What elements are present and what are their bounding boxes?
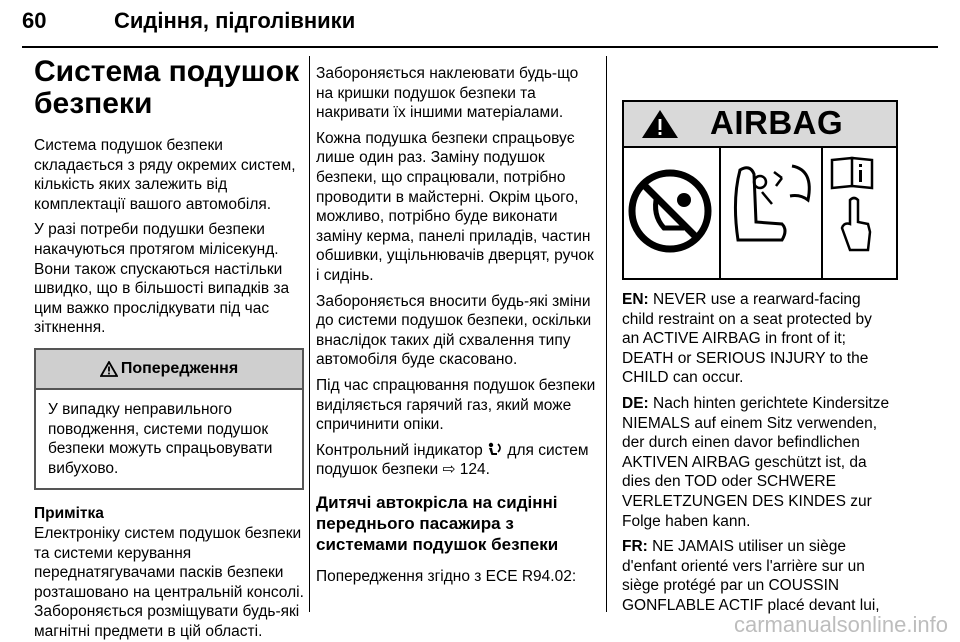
paragraph: Під час спрацювання подушок безпеки виділяється гарячий газ, який може спричинити опіки. <box>316 376 596 434</box>
airbag-indicator-icon <box>487 442 503 457</box>
page-number: 60 <box>22 8 47 33</box>
column-3 <box>622 290 892 622</box>
column-1 <box>34 56 304 641</box>
warning-header <box>36 350 302 390</box>
warning-box <box>34 348 304 490</box>
paragraph-en: EN: NEVER use a rearward-facing child restraint on a seat protected by an ACTIVE AIRBAG in front of it; DEATH or SERIOUS INJURY to the CHILD can occur. <box>622 291 872 387</box>
page-reference-icon: ⇨ <box>442 461 456 479</box>
note <box>34 504 304 641</box>
paragraph-de: DE: Nach hinten gerichtete Kindersitze NIEMALS auf einem Sitz verwenden, der durch einen davor befindlichen AKTIVEN AIRBAG geschützt ist, da dies den TOD oder SCHWERE VERLETZUNGEN DES KINDES zur Folge haben kann. <box>622 394 890 530</box>
page-header <box>22 4 938 46</box>
airbag-label-text: AIRBAG <box>710 104 844 141</box>
subsection-title: Дитячі автокрісла на сидінні переднього пасажира з системами подушок безпеки <box>316 492 559 554</box>
paragraph: Система подушок безпеки складається з ряду окремих систем, кількість яких залежить від комплектації вашого автомобіля. <box>34 137 296 213</box>
airbag-warning-label <box>622 100 898 280</box>
section-title: Система подушок безпеки <box>34 55 300 120</box>
paragraph: У разі потреби подушки безпеки накачуються протягом мілісекунд. Вони також спускаються настільки швидко, що в більшості випадків за цим важко прослідкувати під час зіткнення. <box>34 221 290 337</box>
column-divider <box>309 56 310 612</box>
warning-title: Попередження <box>120 360 239 378</box>
paragraph-indicator: Контрольний індикатор для систем подушок безпеки ⇨ 124. <box>316 441 589 479</box>
paragraph: Забороняється вносити будь-які зміни до системи подушок безпеки, оскільки внаслідок таких дій схвалення типу автомобіля буде скасовано. <box>316 292 592 369</box>
column-divider <box>606 56 607 612</box>
chapter-title: Сидіння, підголівники <box>114 8 356 33</box>
header-rule <box>22 46 938 48</box>
note-title: Примітка <box>34 505 104 523</box>
page-reference[interactable]: 124. <box>459 461 490 479</box>
watermark: carmanualsonline.info <box>733 612 948 637</box>
note-body: Електроніку систем подушок безпеки та системи керування переднатягувачами пасків безпеки розташовано на центральній консолі. Забороняється розміщувати будь-які магнітні предмети в цій області. <box>34 524 304 640</box>
column-2 <box>316 64 596 592</box>
paragraph: Кожна подушка безпеки спрацьовує лише один раз. Заміну подушок безпеки, що спрацювали, потрібно проводити в майстерні. Окрім цього, можливо, потрібно буде виконати заміну керма, панелі приладів, частин обшивки, ущільнювачів дверцят, ручок і сидінь. <box>316 129 594 284</box>
paragraph: Забороняється наклеювати будь-що на кришки подушок безпеки та накривати їх іншими матеріалами. <box>316 65 579 122</box>
warning-triangle-icon <box>100 361 118 377</box>
paragraph: Попередження згідно з ECE R94.02: <box>316 567 577 585</box>
paragraph-fr: FR: NE JAMAIS utiliser un siège d'enfant orienté vers l'arrière sur un siège protégé par un COUSSIN GONFLABLE ACTIF placé devant lui, <box>622 538 880 614</box>
warning-body: У випадку неправильного поводження, системи подушок безпеки можуть спрацьовувати вибухово. <box>48 400 273 477</box>
